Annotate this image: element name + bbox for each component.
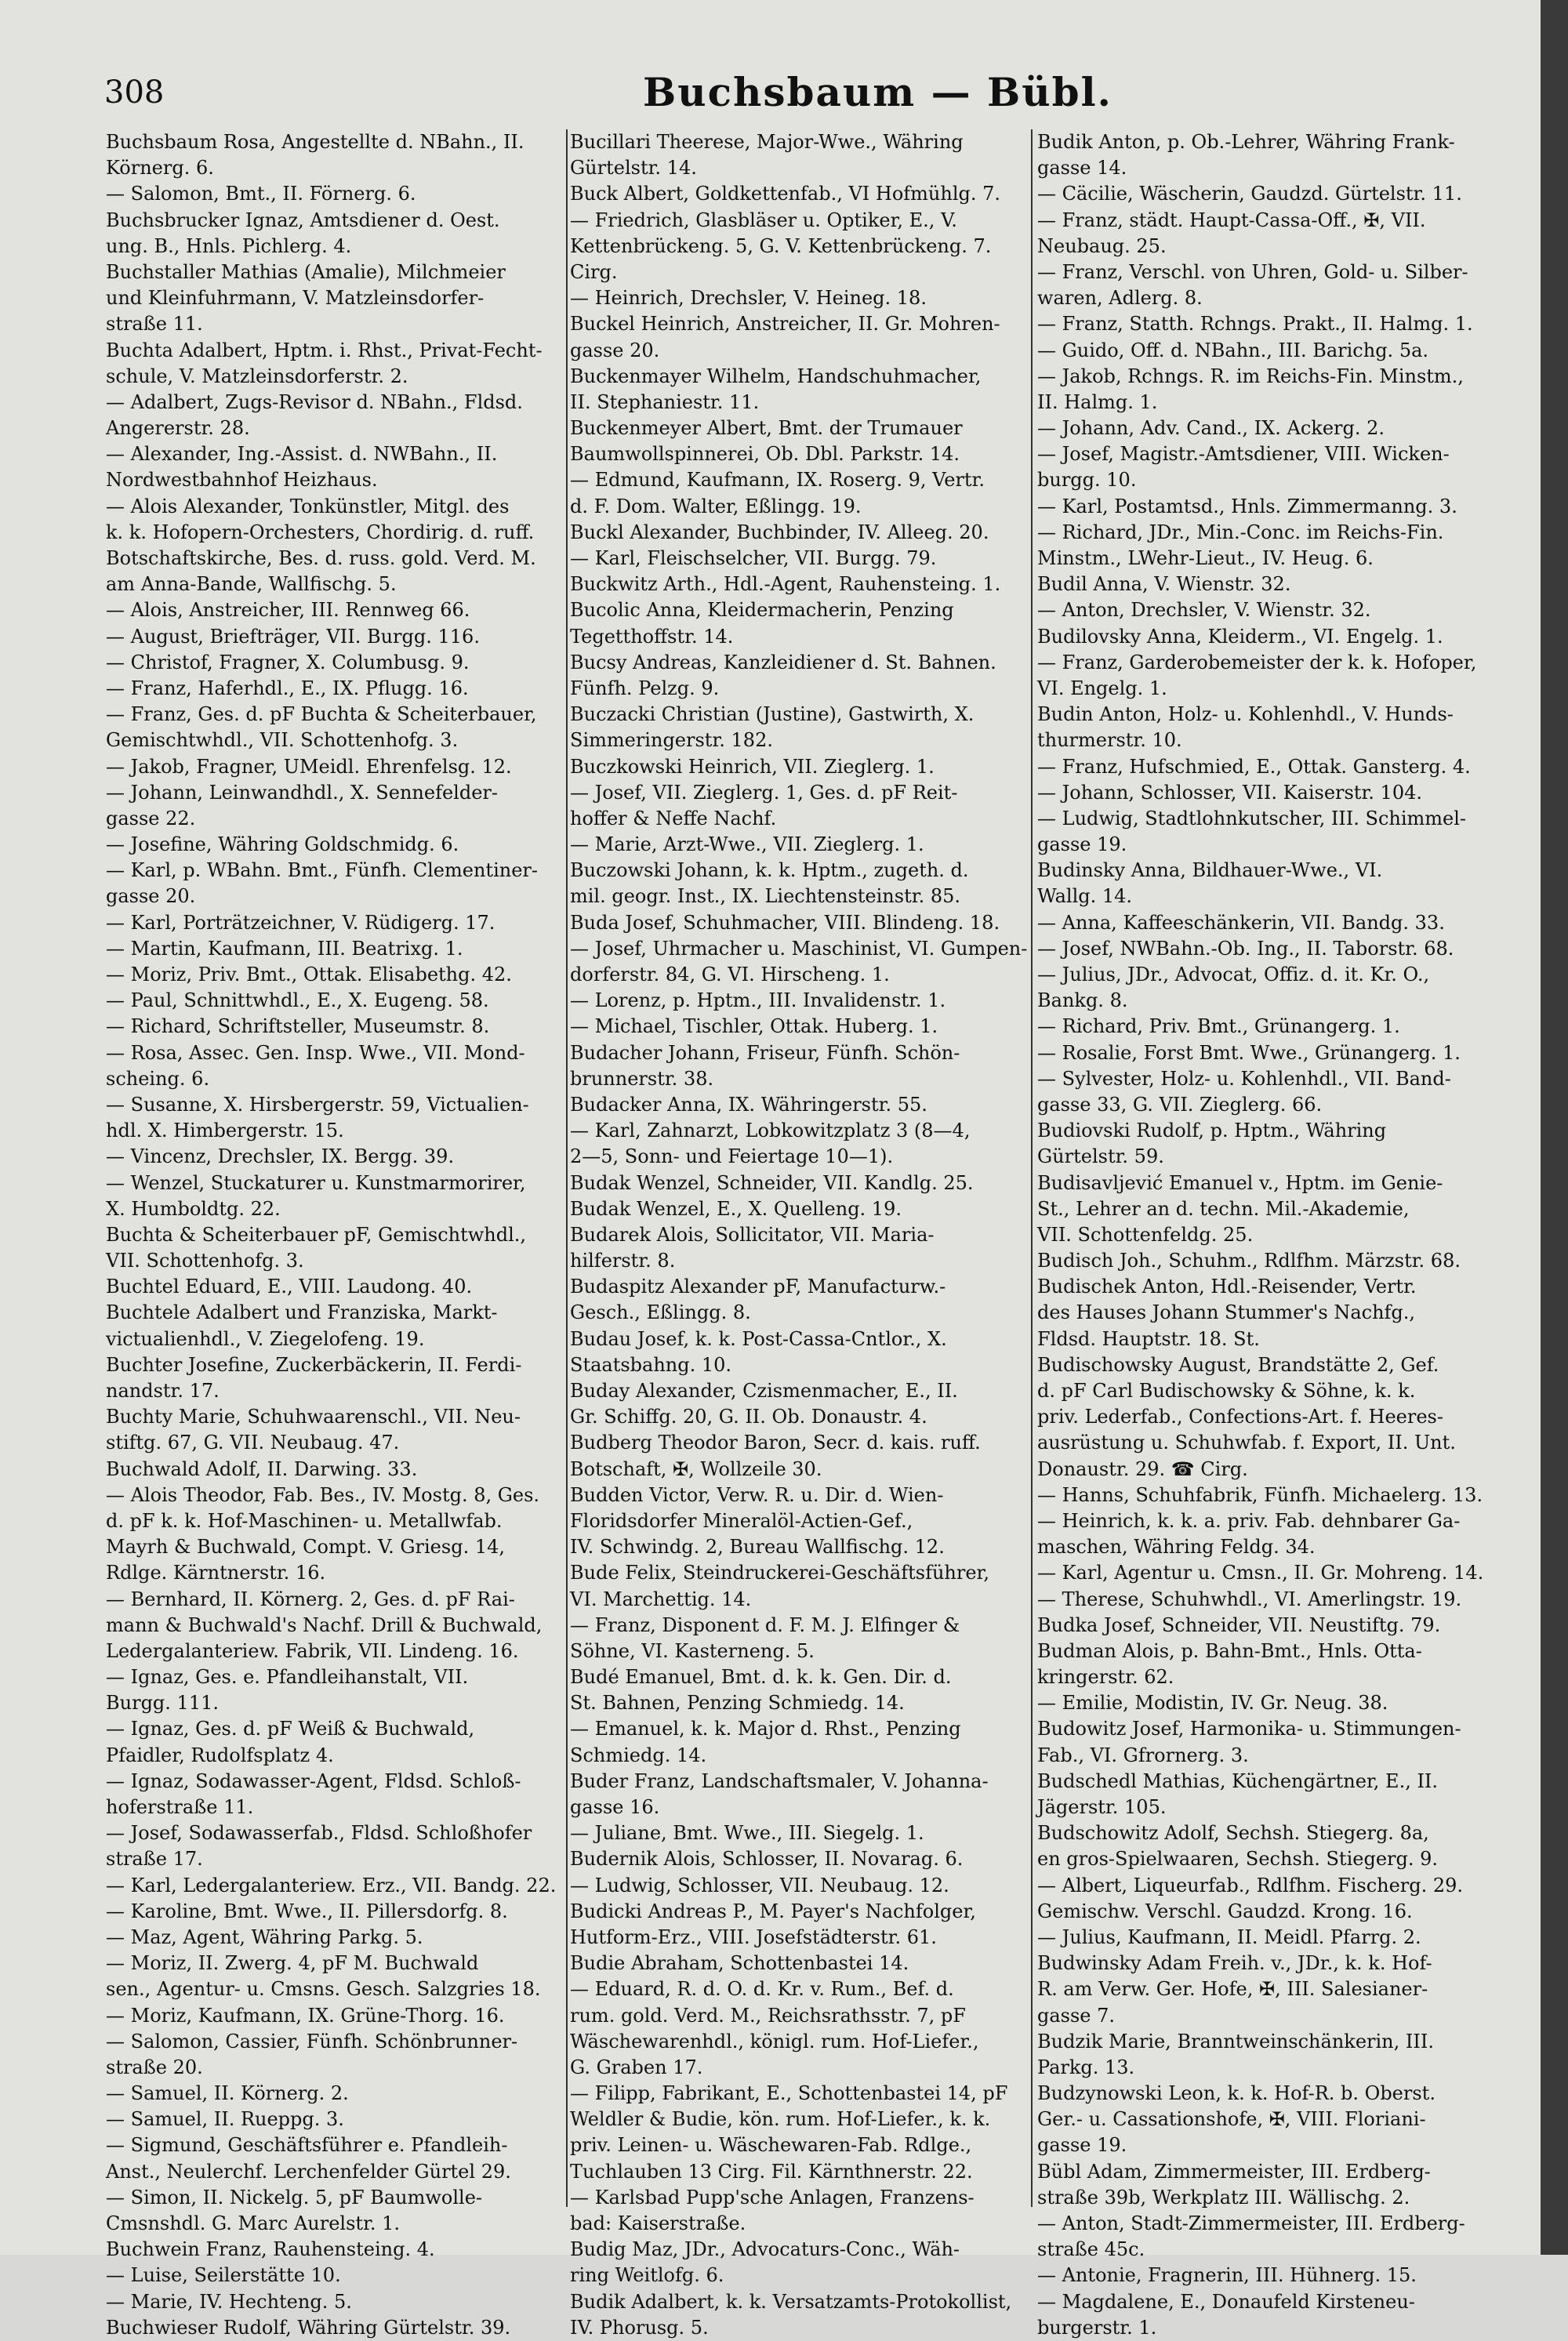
entry-line: Bankg. 8. bbox=[1037, 989, 1128, 1012]
entry-line: — Ludwig, Stadtlohnkutscher, III. Schimmel- bbox=[1037, 807, 1467, 829]
entry-line: — Rosa, Assec. Gen. Insp. Wwe., VII. Mond- bbox=[106, 1041, 525, 1064]
entry-line: Budiovski Rudolf, p. Hptm., Währing bbox=[1037, 1120, 1387, 1142]
entry-line: — Moriz, Kaufmann, IX. Grüne-Thorg. 16. bbox=[106, 2004, 505, 2027]
entry-line: Budacker Anna, IX. Währingerstr. 55. bbox=[570, 1093, 927, 1116]
entry-line: — Sylvester, Holz- u. Kohlenhdl., VII. Band- bbox=[1037, 1067, 1451, 1090]
entry-line: Budowitz Josef, Harmonika- u. Stimmungen- bbox=[1037, 1718, 1461, 1740]
entry-line: — August, Briefträger, VII. Burgg. 116. bbox=[106, 625, 480, 648]
entry-line: — Josef, Sodawasserfab., Fldsd. Schloßhofer bbox=[106, 1822, 532, 1845]
entry-line: — Anton, Stadt-Zimmermeister, III. Erdberg- bbox=[1037, 2212, 1465, 2234]
column-rule-left bbox=[566, 129, 568, 2207]
entry-line: Budisch Joh., Schuhm., Rdlfhm. Märzstr. 68. bbox=[1037, 1250, 1461, 1272]
entry-line: Buchta & Scheiterbauer pF, Gemischtwhdl., bbox=[106, 1223, 527, 1246]
entry-line: — Heinrich, Drechsler, V. Heineg. 18. bbox=[570, 287, 927, 310]
entry-line: — Edmund, Kaufmann, IX. Roserg. 9, Vertr. bbox=[570, 469, 985, 492]
entry-line: des Hauses Johann Stummer's Nachfg., bbox=[1037, 1301, 1416, 1324]
entry-line: Budilovsky Anna, Kleiderm., VI. Engelg. 1. bbox=[1037, 625, 1443, 648]
entry-line: burgerstr. 1. bbox=[1037, 2316, 1157, 2339]
entry-line: Budig Maz, JDr., Advocaturs-Conc., Wäh- bbox=[570, 2238, 960, 2261]
entry-line: am Anna-Bande, Wallfischg. 5. bbox=[106, 573, 397, 596]
entry-line: Burgg. 111. bbox=[106, 1692, 219, 1715]
entry-line: Buckel Heinrich, Anstreicher, II. Gr. Mohren- bbox=[570, 313, 1000, 336]
entry-line: — Josef, VII. Zieglerg. 1, Ges. d. pF Reit- bbox=[570, 781, 958, 804]
entry-line: — Simon, II. Nickelg. 5, pF Baumwolle- bbox=[106, 2186, 483, 2209]
entry-line: bad: Kaiserstraße. bbox=[570, 2212, 746, 2234]
entry-line: — Alois Theodor, Fab. Bes., IV. Mostg. 8, Ges. bbox=[106, 1483, 540, 1506]
entry-line: — Karl, Ledergalanteriew. Erz., VII. Bandg. 22. bbox=[106, 1874, 557, 1896]
entry-line: stiftg. 67, G. VII. Neubaug. 47. bbox=[106, 1432, 400, 1454]
entry-line: — Salomon, Bmt., II. Förnerg. 6. bbox=[106, 183, 416, 205]
entry-line: — Wenzel, Stuckaturer u. Kunstmarmorirer, bbox=[106, 1171, 526, 1194]
entry-line: — Antonie, Fragnerin, III. Hühnerg. 15. bbox=[1037, 2264, 1417, 2287]
entry-line: Weldler & Budie, kön. rum. Hof-Liefer., k. k. bbox=[570, 2108, 991, 2131]
entry-line: straße 11. bbox=[106, 313, 203, 336]
entry-line: St., Lehrer an d. techn. Mil.-Akademie, bbox=[1037, 1197, 1410, 1220]
entry-line: VII. Schottenfeldg. 25. bbox=[1037, 1223, 1254, 1246]
entry-line: Anst., Neulerchf. Lerchenfelder Gürtel 29. bbox=[106, 2160, 511, 2183]
entry-line: — Franz, Statth. Rchngs. Prakt., II. Halmg. 1. bbox=[1037, 313, 1473, 336]
entry-line: Buchsbrucker Ignaz, Amtsdiener d. Oest. bbox=[106, 209, 500, 231]
entry-line: gasse 19. bbox=[1037, 2134, 1127, 2157]
entry-line: Budzynowski Leon, k. k. Hof-R. b. Oberst. bbox=[1037, 2082, 1436, 2105]
entry-line: — Heinrich, k. k. a. priv. Fab. dehnbarer Ga- bbox=[1037, 1509, 1461, 1532]
entry-line: Baumwollspinnerei, Ob. Dbl. Parkstr. 14. bbox=[570, 443, 960, 466]
entry-line: VII. Schottenhofg. 3. bbox=[106, 1250, 304, 1272]
entry-line: — Marie, Arzt-Wwe., VII. Zieglerg. 1. bbox=[570, 833, 924, 856]
entry-line: Budischowsky August, Brandstätte 2, Gef. bbox=[1037, 1353, 1439, 1376]
page-number: 308 bbox=[104, 74, 165, 111]
entry-line: Bucolic Anna, Kleidermacherin, Penzing bbox=[570, 599, 954, 622]
entry-line: brunnerstr. 38. bbox=[570, 1067, 714, 1090]
entry-line: straße 20. bbox=[106, 2056, 203, 2078]
entry-line: Mayrh & Buchwald, Compt. V. Griesg. 14, bbox=[106, 1536, 505, 1559]
entry-line: VI. Marchettig. 14. bbox=[570, 1588, 752, 1610]
entry-line: — Johann, Adv. Cand., IX. Ackerg. 2. bbox=[1037, 417, 1385, 440]
entry-line: Budernik Alois, Schlosser, II. Novarag. 6. bbox=[570, 1848, 964, 1871]
entry-line: Gürtelstr. 14. bbox=[570, 157, 697, 180]
entry-line: Staatsbahng. 10. bbox=[570, 1353, 732, 1376]
entry-line: Budden Victor, Verw. R. u. Dir. d. Wien- bbox=[570, 1483, 944, 1506]
entry-line: — Maz, Agent, Währing Parkg. 5. bbox=[106, 1925, 423, 1948]
entry-line: Pfaidler, Rudolfsplatz 4. bbox=[106, 1744, 334, 1766]
entry-line: Botschaft, ✠, Wollzeile 30. bbox=[570, 1457, 822, 1480]
entry-line: G. Graben 17. bbox=[570, 2056, 703, 2078]
entry-line: — Salomon, Cassier, Fünfh. Schönbrunner- bbox=[106, 2030, 518, 2052]
entry-line: Budak Wenzel, E., X. Quelleng. 19. bbox=[570, 1197, 902, 1220]
entry-line: — Ludwig, Schlosser, VII. Neubaug. 12. bbox=[570, 1874, 949, 1896]
entry-line: Gemischtwhdl., VII. Schottenhofg. 3. bbox=[106, 729, 459, 752]
entry-line: victualienhdl., V. Ziegelofeng. 19. bbox=[106, 1327, 425, 1350]
entry-line: Gemischw. Verschl. Gaudzd. Krong. 16. bbox=[1037, 1900, 1413, 1922]
entry-line: Körnerg. 6. bbox=[106, 157, 214, 180]
entry-line: — Paul, Schnittwhdl., E., X. Eugeng. 58. bbox=[106, 989, 489, 1012]
entry-line: Budé Emanuel, Bmt. d. k. k. Gen. Dir. d. bbox=[570, 1666, 952, 1689]
entry-line: Simmeringerstr. 182. bbox=[570, 729, 773, 752]
entry-line: — Franz, Garderobemeister der k. k. Hofoper, bbox=[1037, 651, 1477, 673]
entry-line: d. F. Dom. Walter, Eßlingg. 19. bbox=[570, 495, 862, 517]
entry-line: Gürtelstr. 59. bbox=[1037, 1145, 1164, 1168]
entry-line: scheing. 6. bbox=[106, 1067, 210, 1090]
entry-line: — Samuel, II. Körnerg. 2. bbox=[106, 2082, 349, 2105]
entry-line: Kettenbrückeng. 5, G. V. Kettenbrückeng. 7. bbox=[570, 234, 992, 257]
entry-line: schule, V. Matzleinsdorferstr. 2. bbox=[106, 365, 408, 387]
entry-line: gasse 33, G. VII. Zieglerg. 66. bbox=[1037, 1093, 1323, 1116]
entry-line: Buczowski Johann, k. k. Hptm., zugeth. d. bbox=[570, 859, 969, 882]
entry-line: nandstr. 17. bbox=[106, 1380, 220, 1402]
entry-line: — Friedrich, Glasbläser u. Optiker, E., V. bbox=[570, 209, 957, 231]
entry-line: — Vincenz, Drechsler, IX. Bergg. 39. bbox=[106, 1145, 455, 1168]
entry-line: — Christof, Fragner, X. Columbusg. 9. bbox=[106, 651, 470, 673]
entry-line: Ledergalanteriew. Fabrik, VII. Lindeng. 16. bbox=[106, 1639, 519, 1662]
entry-line: Buczkowski Heinrich, VII. Zieglerg. 1. bbox=[570, 755, 935, 778]
entry-line: Budberg Theodor Baron, Secr. d. kais. ruff. bbox=[570, 1432, 981, 1454]
entry-line: k. k. Hofopern-Orchesters, Chordirig. d. ruff. bbox=[106, 521, 535, 543]
entry-line: — Alois, Anstreicher, III. Rennweg 66. bbox=[106, 599, 470, 622]
entry-line: — Franz, Haferhdl., E., IX. Pflugg. 16. bbox=[106, 677, 469, 699]
entry-line: Floridsdorfer Mineralöl-Actien-Gef., bbox=[570, 1509, 913, 1532]
entry-line: Budacher Johann, Friseur, Fünfh. Schön- bbox=[570, 1041, 960, 1064]
entry-line: — Franz, Ges. d. pF Buchta & Scheiterbauer, bbox=[106, 703, 537, 726]
entry-line: Buchter Josefine, Zuckerbäckerin, II. Ferdi- bbox=[106, 1353, 522, 1376]
entry-line: Budak Wenzel, Schneider, VII. Kandlg. 25. bbox=[570, 1171, 974, 1194]
entry-line: Buda Josef, Schuhmacher, VIII. Blindeng. 18. bbox=[570, 911, 1000, 934]
entry-line: Fab., VI. Gfrornerg. 3. bbox=[1037, 1744, 1249, 1766]
entry-line: hdl. X. Himbergerstr. 15. bbox=[106, 1120, 344, 1142]
entry-line: Budaspitz Alexander pF, Manufacturw.- bbox=[570, 1276, 946, 1298]
column-rule-right bbox=[1031, 129, 1033, 2207]
entry-line: gasse 19. bbox=[1037, 833, 1127, 856]
entry-line: Wallg. 14. bbox=[1037, 885, 1133, 908]
entry-line: Budik Anton, p. Ob.-Lehrer, Währing Frank- bbox=[1037, 131, 1455, 153]
entry-line: Buckwitz Arth., Hdl.-Agent, Rauhensteing. 1. bbox=[570, 573, 1001, 596]
entry-line: gasse 14. bbox=[1037, 157, 1127, 180]
entry-line: sen., Agentur- u. Cmsns. Gesch. Salzgries 18. bbox=[106, 1978, 541, 2001]
entry-line: — Richard, Schriftsteller, Museumstr. 8. bbox=[106, 1015, 490, 1038]
entry-line: Parkg. 13. bbox=[1037, 2056, 1135, 2078]
entry-line: Buchstaller Mathias (Amalie), Milchmeier bbox=[106, 260, 506, 283]
entry-line: gasse 20. bbox=[106, 885, 196, 908]
entry-line: — Adalbert, Zugs-Revisor d. NBahn., Fldsd. bbox=[106, 390, 523, 413]
entry-line: Söhne, VI. Kasterneng. 5. bbox=[570, 1639, 815, 1662]
entry-line: — Anton, Drechsler, V. Wienstr. 32. bbox=[1037, 599, 1371, 622]
entry-line: — Johann, Schlosser, VII. Kaiserstr. 104. bbox=[1037, 781, 1422, 804]
entry-line: — Martin, Kaufmann, III. Beatrixg. 1. bbox=[106, 937, 463, 960]
entry-line: gasse 16. bbox=[570, 1796, 660, 1818]
entry-line: — Hanns, Schuhfabrik, Fünfh. Michaelerg. 13. bbox=[1037, 1483, 1483, 1506]
entry-line: ausrüstung u. Schuhwfab. f. Export, II. Unt. bbox=[1037, 1432, 1456, 1454]
entry-line: — Anna, Kaffeeschänkerin, VII. Bandg. 33. bbox=[1037, 911, 1445, 934]
entry-line: — Alexander, Ing.-Assist. d. NWBahn., II. bbox=[106, 443, 498, 466]
entry-line: — Sigmund, Geschäftsführer e. Pfandleih- bbox=[106, 2134, 508, 2157]
entry-line: — Albert, Liqueurfab., Rdlfhm. Fischerg. 29. bbox=[1037, 1874, 1464, 1896]
entry-line: thurmerstr. 10. bbox=[1037, 729, 1182, 752]
entry-line: Tegetthoffstr. 14. bbox=[570, 625, 734, 648]
entry-line: — Moriz, II. Zwerg. 4, pF M. Buchwald bbox=[106, 1952, 479, 1975]
entry-line: Budil Anna, V. Wienstr. 32. bbox=[1037, 573, 1291, 596]
entry-line: Buckenmayer Wilhelm, Handschuhmacher, bbox=[570, 365, 982, 387]
entry-line: — Karl, p. WBahn. Bmt., Fünfh. Clementiner- bbox=[106, 859, 538, 882]
entry-line: — Josefine, Währing Goldschmidg. 6. bbox=[106, 833, 459, 856]
entry-line: Fldsd. Hauptstr. 18. St. bbox=[1037, 1327, 1260, 1350]
entry-line: Bucillari Theerese, Major-Wwe., Währing bbox=[570, 131, 964, 153]
entry-line: Jägerstr. 105. bbox=[1037, 1796, 1167, 1818]
entry-line: straße 39b, Werkplatz III. Wällischg. 2. bbox=[1037, 2186, 1410, 2209]
entry-line: maschen, Währing Feldg. 34. bbox=[1037, 1536, 1316, 1559]
entry-line: dorferstr. 84, G. VI. Hirscheng. 1. bbox=[570, 964, 890, 985]
entry-line: — Karl, Postamtsd., Hnls. Zimmermanng. 3. bbox=[1037, 495, 1457, 517]
entry-line: 2—5, Sonn- und Feiertage 10—1). bbox=[570, 1145, 894, 1168]
entry-line: R. am Verw. Ger. Hofe, ✠, III. Salesianer- bbox=[1037, 1978, 1428, 2001]
entry-line: Budie Abraham, Schottenbastei 14. bbox=[570, 1952, 909, 1975]
entry-line: — Eduard, R. d. O. d. Kr. v. Rum., Bef. d. bbox=[570, 1978, 954, 2001]
entry-line: X. Humboldtg. 22. bbox=[106, 1197, 281, 1220]
entry-line: Hutform-Erz., VIII. Josefstädterstr. 61. bbox=[570, 1925, 937, 1948]
entry-line: — Lorenz, p. Hptm., III. Invalidenstr. 1. bbox=[570, 989, 946, 1012]
entry-line: Botschaftskirche, Bes. d. russ. gold. Verd. M. bbox=[106, 547, 536, 569]
entry-line: Buczacki Christian (Justine), Gastwirth, X. bbox=[570, 703, 975, 726]
entry-line: und Kleinfuhrmann, V. Matzleinsdorfer- bbox=[106, 287, 485, 310]
entry-line: — Franz, Hufschmied, E., Ottak. Gansterg. 4. bbox=[1037, 755, 1471, 778]
entry-line: hoffer & Neffe Nachf. bbox=[570, 807, 777, 829]
entry-line: — Filipp, Fabrikant, E., Schottenbastei 14, pF bbox=[570, 2082, 1008, 2105]
entry-line: — Karl, Fleischselcher, VII. Burgg. 79. bbox=[570, 547, 937, 569]
entry-line: Fünfh. Pelzg. 9. bbox=[570, 677, 720, 699]
entry-line: mann & Buchwald's Nachf. Drill & Buchwald, bbox=[106, 1613, 543, 1636]
entry-line: — Karl, Agentur u. Cmsn., II. Gr. Mohreng. 14. bbox=[1037, 1562, 1484, 1584]
entry-line: — Ignaz, Ges. d. pF Weiß & Buchwald, bbox=[106, 1718, 475, 1740]
entry-line: Buday Alexander, Czismenmacher, E., II. bbox=[570, 1380, 958, 1402]
entry-line: en gros-Spielwaaren, Sechsh. Stiegerg. 9. bbox=[1037, 1848, 1439, 1871]
entry-line: — Josef, Magistr.-Amtsdiener, VIII. Wicken- bbox=[1037, 443, 1450, 466]
entry-line: Buck Albert, Goldkettenfab., VI Hofmühlg. 7. bbox=[570, 183, 1001, 205]
entry-line: — Rosalie, Forst Bmt. Wwe., Grünangerg. 1. bbox=[1037, 1041, 1461, 1064]
entry-line: — Luise, Seilerstätte 10. bbox=[106, 2264, 341, 2287]
entry-line: priv. Leinen- u. Wäschewaren-Fab. Rdlge., bbox=[570, 2134, 972, 2157]
entry-line: burgg. 10. bbox=[1037, 469, 1137, 492]
entry-line: — Ignaz, Ges. e. Pfandleihanstalt, VII. bbox=[106, 1666, 469, 1689]
entry-line: II. Halmg. 1. bbox=[1037, 390, 1158, 413]
entry-line: gasse 7. bbox=[1037, 2004, 1116, 2027]
entry-line: II. Stephaniestr. 11. bbox=[570, 390, 760, 413]
entry-line: Budik Adalbert, k. k. Versatzamts-Protokollist, bbox=[570, 2290, 1012, 2313]
entry-line: rum. gold. Verd. M., Reichsrathsstr. 7, pF bbox=[570, 2004, 966, 2027]
entry-line: Buchta Adalbert, Hptm. i. Rhst., Privat-Fecht- bbox=[106, 339, 543, 361]
entry-line: Budman Alois, p. Bahn-Bmt., Hnls. Otta- bbox=[1037, 1639, 1422, 1662]
entry-line: Ger.- u. Cassationshofe, ✠, VIII. Floriani- bbox=[1037, 2108, 1426, 2131]
entry-line: Tuchlauben 13 Cirg. Fil. Kärnthnerstr. 22. bbox=[570, 2160, 973, 2183]
entry-line: Wäschewarenhdl., königl. rum. Hof-Liefer., bbox=[570, 2030, 979, 2052]
entry-line: Buchty Marie, Schuhwaarenschl., VII. Neu- bbox=[106, 1406, 521, 1428]
entry-line: Gesch., Eßlingg. 8. bbox=[570, 1301, 751, 1324]
entry-line: IV. Phorusg. 5. bbox=[570, 2316, 709, 2339]
entry-line: — Karl, Zahnarzt, Lobkowitzplatz 3 (8—4, bbox=[570, 1120, 971, 1142]
entry-line: — Julius, JDr., Advocat, Offiz. d. it. Kr. O., bbox=[1037, 964, 1430, 985]
entry-line: — Franz, städt. Haupt-Cassa-Off., ✠, VII. bbox=[1037, 209, 1426, 231]
entry-line: Buchwald Adolf, II. Darwing. 33. bbox=[106, 1457, 418, 1480]
entry-line: ung. B., Hnls. Pichlerg. 4. bbox=[106, 234, 352, 257]
entry-line: kringerstr. 62. bbox=[1037, 1666, 1174, 1689]
entry-line: St. Bahnen, Penzing Schmiedg. 14. bbox=[570, 1692, 905, 1715]
entry-line: gasse 22. bbox=[106, 807, 196, 829]
entry-line: VI. Engelg. 1. bbox=[1037, 677, 1167, 699]
entry-line: Cirg. bbox=[570, 260, 618, 283]
entry-line: d. pF k. k. Hof-Maschinen- u. Metallwfab. bbox=[106, 1509, 503, 1532]
entry-line: Bübl Adam, Zimmermeister, III. Erdberg- bbox=[1037, 2160, 1431, 2183]
entry-line: Budschowitz Adolf, Sechsh. Stiegerg. 8a, bbox=[1037, 1822, 1429, 1845]
entry-line: Budisavljević Emanuel v., Hptm. im Genie- bbox=[1037, 1171, 1443, 1194]
entry-line: — Karoline, Bmt. Wwe., II. Pillersdorfg. 8. bbox=[106, 1900, 508, 1922]
entry-line: Donaustr. 29. ☎ Cirg. bbox=[1037, 1457, 1248, 1480]
entry-line: Bucsy Andreas, Kanzleidiener d. St. Bahnen. bbox=[570, 651, 996, 673]
entry-line: Buder Franz, Landschaftsmaler, V. Johanna- bbox=[570, 1769, 989, 1792]
entry-line: Minstm., LWehr-Lieut., IV. Heug. 6. bbox=[1037, 547, 1374, 569]
entry-line: — Samuel, II. Rueppg. 3. bbox=[106, 2108, 344, 2131]
entry-line: Buchwein Franz, Rauhensteing. 4. bbox=[106, 2238, 435, 2261]
entry-line: Nordwestbahnhof Heizhaus. bbox=[106, 469, 378, 492]
entry-line: — Franz, Verschl. von Uhren, Gold- u. Silber- bbox=[1037, 260, 1468, 283]
entry-line: — Emilie, Modistin, IV. Gr. Neug. 38. bbox=[1037, 1692, 1388, 1715]
entry-line: — Michael, Tischler, Ottak. Huberg. 1. bbox=[570, 1015, 938, 1038]
entry-line: — Moriz, Priv. Bmt., Ottak. Elisabethg. 42. bbox=[106, 964, 512, 985]
entry-line: — Johann, Leinwandhdl., X. Sennefelder- bbox=[106, 781, 498, 804]
entry-line: — Franz, Disponent d. F. M. J. Elfinger & bbox=[570, 1613, 960, 1636]
entry-line: — Susanne, X. Hirsbergerstr. 59, Victualien- bbox=[106, 1093, 529, 1116]
entry-line: hoferstraße 11. bbox=[106, 1796, 254, 1818]
entry-line: — Richard, JDr., Min.-Conc. im Reichs-Fin. bbox=[1037, 521, 1444, 543]
entry-line: — Ignaz, Sodawasser-Agent, Fldsd. Schloß- bbox=[106, 1769, 521, 1792]
entry-line: — Emanuel, k. k. Major d. Rhst., Penzing bbox=[570, 1718, 961, 1740]
entry-line: hilferstr. 8. bbox=[570, 1250, 676, 1272]
entry-line: Schmiedg. 14. bbox=[570, 1744, 707, 1766]
entry-line: IV. Schwindg. 2, Bureau Wallfischg. 12. bbox=[570, 1536, 945, 1559]
entry-line: — Karl, Porträtzeichner, V. Rüdigerg. 17. bbox=[106, 911, 495, 934]
entry-line: — Alois Alexander, Tonkünstler, Mitgl. des bbox=[106, 495, 510, 517]
entry-line: priv. Lederfab., Confections-Art. f. Heeres- bbox=[1037, 1406, 1443, 1428]
entry-line: — Julius, Kaufmann, II. Meidl. Pfarrg. 2. bbox=[1037, 1925, 1421, 1948]
entry-line: — Cäcilie, Wäscherin, Gaudzd. Gürtelstr. 11. bbox=[1037, 183, 1462, 205]
entry-line: — Josef, NWBahn.-Ob. Ing., II. Taborstr. 68. bbox=[1037, 937, 1454, 960]
entry-line: straße 45c. bbox=[1037, 2238, 1145, 2261]
entry-line: d. pF Carl Budischowsky & Söhne, k. k. bbox=[1037, 1380, 1416, 1402]
entry-line: mil. geogr. Inst., IX. Liechtensteinstr. 85. bbox=[570, 885, 960, 908]
entry-line: — Magdalene, E., Donaufeld Kirsteneu- bbox=[1037, 2290, 1415, 2313]
entry-line: ring Weitlofg. 6. bbox=[570, 2264, 724, 2287]
column-middle bbox=[570, 129, 1028, 2339]
entry-line: Rdlge. Kärntnerstr. 16. bbox=[106, 1562, 326, 1584]
entry-line: Budka Josef, Schneider, VII. Neustiftg. 79. bbox=[1037, 1613, 1441, 1636]
entry-line: — Bernhard, II. Körnerg. 2, Ges. d. pF Rai- bbox=[106, 1588, 515, 1610]
entry-line: Budarek Alois, Sollicitator, VII. Maria- bbox=[570, 1223, 935, 1246]
entry-line: Gr. Schiffg. 20, G. II. Ob. Donaustr. 4. bbox=[570, 1406, 927, 1428]
entry-line: Buckl Alexander, Buchbinder, IV. Alleeg. 20. bbox=[570, 521, 989, 543]
entry-line: straße 17. bbox=[106, 1848, 203, 1871]
entry-line: Buchwieser Rudolf, Währing Gürtelstr. 39. bbox=[106, 2316, 511, 2339]
entry-line: — Marie, IV. Hechteng. 5. bbox=[106, 2290, 352, 2313]
entry-line: — Jakob, Fragner, UMeidl. Ehrenfelsg. 12. bbox=[106, 755, 512, 778]
entry-line: — Jakob, Rchngs. R. im Reichs-Fin. Minstm., bbox=[1037, 365, 1464, 387]
entry-line: Budin Anton, Holz- u. Kohlenhdl., V. Hunds- bbox=[1037, 703, 1454, 726]
entry-line: — Therese, Schuhwhdl., VI. Amerlingstr. 19. bbox=[1037, 1588, 1462, 1610]
entry-line: Budzik Marie, Branntweinschänkerin, III. bbox=[1037, 2030, 1434, 2052]
entry-line: gasse 20. bbox=[570, 339, 660, 361]
entry-line: Budischek Anton, Hdl.-Reisender, Vertr. bbox=[1037, 1276, 1417, 1298]
entry-line: Budau Josef, k. k. Post-Cassa-Cntlor., X. bbox=[570, 1327, 947, 1350]
entry-line: Cmsnshdl. G. Marc Aurelstr. 1. bbox=[106, 2212, 401, 2234]
entry-line: — Guido, Off. d. NBahn., III. Barichg. 5a. bbox=[1037, 339, 1429, 361]
entry-line: Neubaug. 25. bbox=[1037, 234, 1167, 257]
entry-line: — Richard, Priv. Bmt., Grünangerg. 1. bbox=[1037, 1015, 1400, 1038]
entry-line: Buckenmeyer Albert, Bmt. der Trumauer bbox=[570, 417, 963, 440]
entry-line: Angererstr. 28. bbox=[106, 417, 250, 440]
entry-line: Buchsbaum Rosa, Angestellte d. NBahn., II. bbox=[106, 131, 524, 153]
running-header: Buchsbaum — Bübl. bbox=[643, 69, 1112, 115]
entry-line: Bude Felix, Steindruckerei-Geschäftsführer, bbox=[570, 1562, 990, 1584]
scan-edge bbox=[1541, 0, 1568, 2255]
entry-line: — Juliane, Bmt. Wwe., III. Siegelg. 1. bbox=[570, 1822, 924, 1845]
entry-line: Budschedl Mathias, Küchengärtner, E., II. bbox=[1037, 1769, 1439, 1792]
entry-line: Budinsky Anna, Bildhauer-Wwe., VI. bbox=[1037, 859, 1383, 882]
entry-line: Buchtel Eduard, E., VIII. Laudong. 40. bbox=[106, 1276, 473, 1298]
column-right bbox=[1037, 129, 1508, 2339]
entry-line: waren, Adlerg. 8. bbox=[1037, 287, 1203, 310]
entry-line: Buchtele Adalbert und Franziska, Markt- bbox=[106, 1301, 498, 1324]
entry-line: — Josef, Uhrmacher u. Maschinist, VI. Gumpen- bbox=[570, 937, 1028, 960]
entry-line: — Karlsbad Pupp'sche Anlagen, Franzens- bbox=[570, 2186, 975, 2209]
entry-line: Budwinsky Adam Freih. v., JDr., k. k. Hof- bbox=[1037, 1952, 1432, 1975]
entry-line: Budicki Andreas P., M. Payer's Nachfolger, bbox=[570, 1900, 976, 1922]
column-left bbox=[106, 129, 564, 2339]
